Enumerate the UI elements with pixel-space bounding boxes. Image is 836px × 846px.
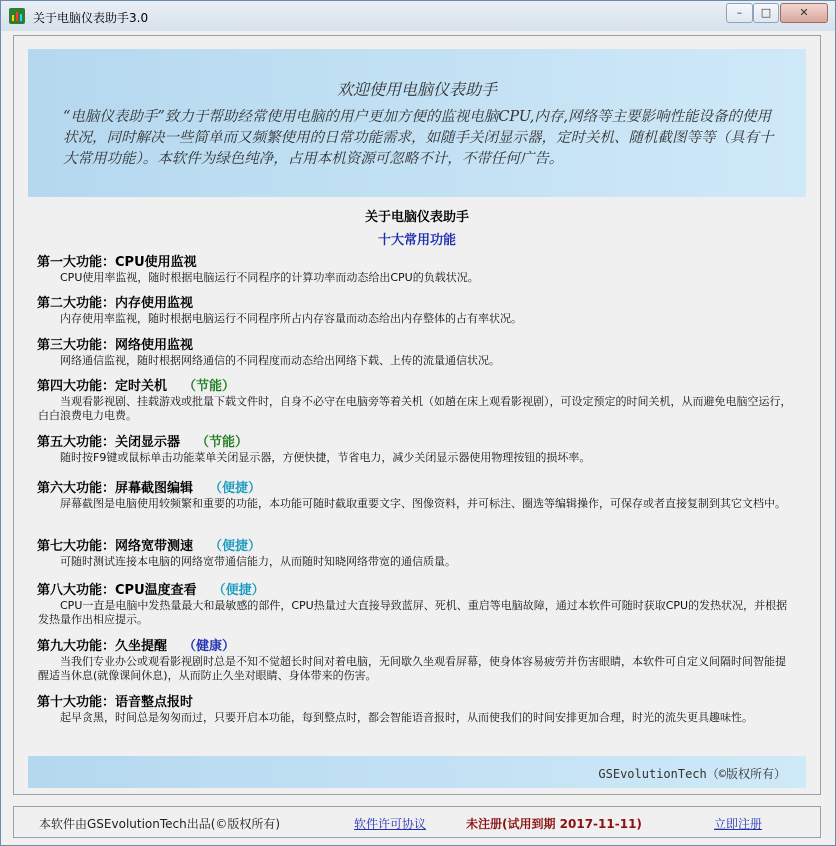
- welcome-banner: [28, 49, 806, 197]
- registration-status: 未注册(试用到期 2017-11-11): [466, 817, 642, 831]
- feature-tag: （便捷）: [209, 481, 262, 496]
- minimize-button[interactable]: –: [726, 3, 753, 23]
- register-now-link[interactable]: 立即注册: [714, 817, 763, 831]
- banner-title: 欢迎使用电脑仪表助手: [336, 80, 497, 99]
- features-panel: [28, 198, 806, 754]
- maximize-button[interactable]: □: [753, 3, 779, 23]
- feature-title: 第一大功能：CPU使用监视: [37, 255, 197, 270]
- feature-title: 第八大功能：CPU温度查看: [37, 583, 197, 598]
- feature-tag: （健康）: [183, 639, 236, 654]
- feature-tag: （节能）: [196, 435, 249, 450]
- close-button[interactable]: ✕: [780, 3, 828, 23]
- feature-tag: （节能）: [183, 379, 236, 394]
- feature-title: 第四大功能：定时关机: [37, 379, 168, 394]
- feature-description: 当我们专业办公或观看影视剧时总是不知不觉超长时间对着电脑，无间歇久坐观看屏幕，使身体容易疲劳并伤害眼睛，本软件可自定义间隔时间智能提醒适当休息(就像课间休息)，从而防止久坐对眼睛、身体带来的伤害。: [38, 655, 786, 682]
- content-frame: [13, 35, 821, 795]
- about-title: 关于电脑仪表助手: [364, 210, 469, 225]
- feature-title: 第六大功能：屏幕截图编辑: [37, 481, 194, 496]
- feature-tag: （便捷）: [209, 539, 262, 554]
- license-agreement-link[interactable]: 软件许可协议: [354, 817, 427, 831]
- feature-description: 当观看影视剧、挂载游戏或批量下载文件时，自身不必守在电脑旁等着关机（如趟在床上观看影视剧），可设定预定的时间关机，从而避免电脑空运行，白白浪费电力电费。: [38, 395, 792, 422]
- feature-description: 可随时测试连接本电脑的网络宽带通信能力，从而随时知晓网络带宽的通信质量。: [60, 555, 456, 568]
- made-by-text: 本软件由GSEvolutionTech出品(©版权所有): [39, 817, 281, 831]
- feature-title: 第十大功能：语音整点报时: [37, 695, 194, 710]
- feature-description: 网络通信监视，随时根据网络通信的不同程度而动态给出网络下载、上传的流量通信状况。: [60, 354, 500, 367]
- feature-description: CPU一直是电脑中发热量最大和最敏感的部件，CPU热量过大直接导致蓝屏、死机、重启等电脑故障，通过本软件可随时获取CPU的发热状况，并根据发热量作出相应提示。: [38, 599, 788, 626]
- feature-description: 内存使用率监视，随时根据电脑运行不同程序所占内存容量而动态给出内存整体的占有率状况。: [60, 312, 522, 325]
- feature-title: 第三大功能：网络使用监视: [37, 338, 194, 353]
- feature-description: 随时按F9键或鼠标单击功能菜单关闭显示器，方便快捷，节省电力，减少关闭显示器使用物理按钮的损坏率。: [60, 451, 591, 464]
- window-title: 关于电脑仪表助手3.0: [33, 11, 149, 25]
- copyright-text: GSEvolutionTech（©版权所有）: [598, 767, 786, 781]
- banner-description: “电脑仪表助手”致力于帮助经常使用电脑的用户更加方便的监视电脑CPU,内存,网络等主要影响性能设备的使用状况，同时解决一些简单而又频繁使用的日常功能需求，如随手关闭显示器，定时关机、随机截图等等（具有十大常用功能）。本软件为绿色纯净，占用本机资源可忽略不计，不带任何广告。: [63, 109, 774, 167]
- feature-title: 第五大功能：关闭显示器: [37, 435, 181, 450]
- status-bar: [13, 806, 821, 838]
- feature-title: 第二大功能：内存使用监视: [37, 296, 194, 311]
- feature-description: 屏幕截图是电脑使用较频繁和重要的功能，本功能可随时截取重要文字、图像资料，并可标注、圈选等编辑操作，可保存或者直接复制到其它文档中。: [60, 497, 786, 510]
- features-subtitle: 十大常用功能: [377, 233, 456, 248]
- title-bar[interactable]: [1, 1, 835, 31]
- feature-title: 第七大功能：网络宽带测速: [37, 539, 194, 554]
- feature-title: 第九大功能：久坐提醒: [37, 639, 168, 654]
- gauge-app-icon: [9, 8, 25, 24]
- feature-description: CPU使用率监视，随时根据电脑运行不同程序的计算功率而动态给出CPU的负载状况。: [60, 271, 479, 284]
- feature-description: 起早贪黑，时间总是匆匆而过，只要开启本功能，每到整点时，都会智能语音报时，从而使我们的时间安排更加合理，时光的流失更具趣味性。: [60, 711, 753, 724]
- feature-tag: （便捷）: [212, 583, 265, 598]
- copyright-band: [28, 756, 806, 788]
